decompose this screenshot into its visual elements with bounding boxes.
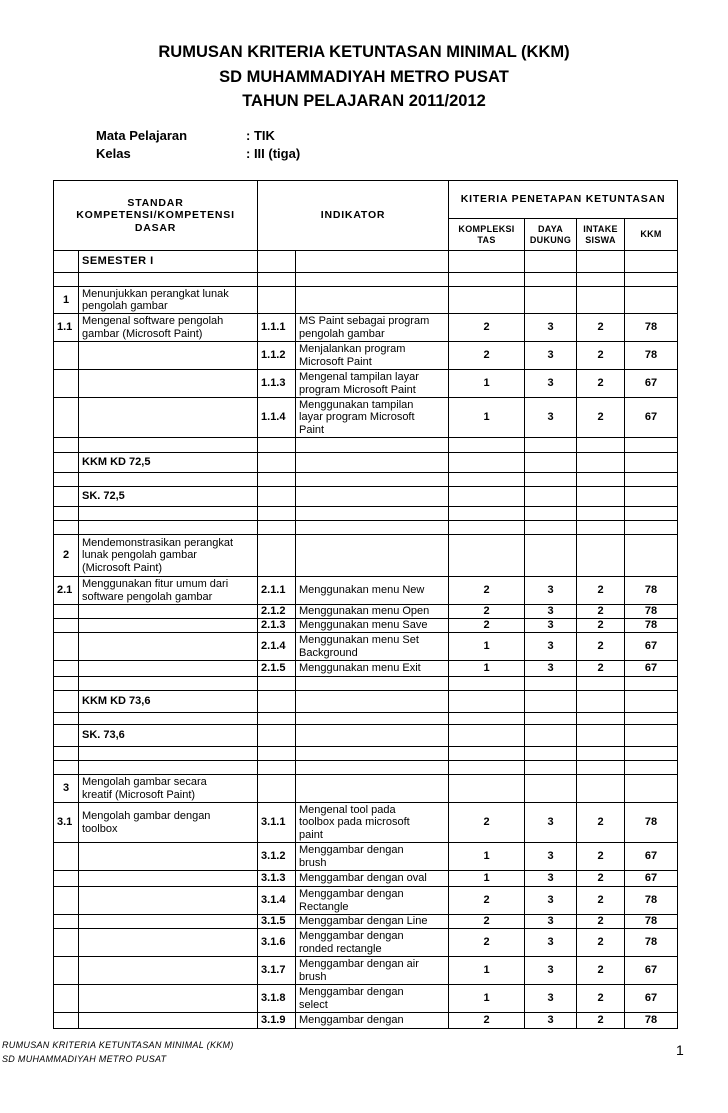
intake-value: 2 <box>577 605 625 619</box>
sk-number: 1 <box>54 287 79 314</box>
doc-title-line2: SD MUHAMMADIYAH METRO PUSAT <box>219 68 509 86</box>
daya-dukung-value: 3 <box>525 843 577 871</box>
kd-number: 1.1 <box>54 314 79 342</box>
indicator-text: Menggunakan menu Set Background <box>296 633 449 661</box>
indicator-text: Menggambar dengan Line <box>296 915 449 929</box>
kkm-value: 78 <box>625 342 678 370</box>
class-value: : III (tiga) <box>246 146 301 161</box>
intake-value: 2 <box>577 633 625 661</box>
kompleksitas-value: 1 <box>449 633 525 661</box>
intake-value: 2 <box>577 1013 625 1029</box>
intake-value: 2 <box>577 342 625 370</box>
footer-line1: RUMUSAN KRITERIA KETUNTASAN MINIMAL (KKM) <box>2 1040 234 1050</box>
table-row <box>54 803 678 843</box>
daya-dukung-value: 3 <box>525 633 577 661</box>
intake-value: 2 <box>577 887 625 915</box>
kd-text: Menggunakan fitur umum dari software pengolah gambar <box>79 577 258 605</box>
indicator-text: Menggambar dengan air brush <box>296 957 449 985</box>
table-row <box>54 661 678 677</box>
kompleksitas-value: 1 <box>449 398 525 438</box>
kkm-value: 78 <box>625 619 678 633</box>
sk-score: SK. 72,5 <box>79 487 258 507</box>
daya-dukung-value: 3 <box>525 871 577 887</box>
kkm-kd-summary: KKM KD 73,6 <box>79 691 258 713</box>
indicator-code: 2.1.4 <box>258 633 296 661</box>
kkm-value: 67 <box>625 843 678 871</box>
kompleksitas-value: 2 <box>449 605 525 619</box>
kkm-value: 67 <box>625 398 678 438</box>
table-row <box>54 370 678 398</box>
indicator-text: Menggunakan menu New <box>296 577 449 605</box>
kkm-value: 67 <box>625 370 678 398</box>
table-row <box>54 843 678 871</box>
kkm-value: 67 <box>625 957 678 985</box>
daya-dukung-value: 3 <box>525 929 577 957</box>
kompleksitas-value: 1 <box>449 370 525 398</box>
indicator-code: 3.1.3 <box>258 871 296 887</box>
indicator-code: 2.1.3 <box>258 619 296 633</box>
kd-number: 3.1 <box>54 803 79 843</box>
indicator-text: Menggambar dengan oval <box>296 871 449 887</box>
indicator-text: Menggunakan menu Save <box>296 619 449 633</box>
indicator-code: 3.1.9 <box>258 1013 296 1029</box>
indicator-code: 3.1.1 <box>258 803 296 843</box>
kkm-table <box>53 180 678 1029</box>
kompleksitas-value: 2 <box>449 1013 525 1029</box>
indicator-code: 1.1.1 <box>258 314 296 342</box>
header-intake-siswa: INTAKE SISWA <box>577 219 625 251</box>
table-row <box>54 871 678 887</box>
kompleksitas-value: 2 <box>449 342 525 370</box>
table-row <box>54 775 678 803</box>
kompleksitas-value: 1 <box>449 843 525 871</box>
indicator-text: Menggambar dengan <box>296 1013 449 1029</box>
kompleksitas-value: 2 <box>449 577 525 605</box>
indicator-text: Menggunakan menu Open <box>296 605 449 619</box>
indicator-code: 2.1.2 <box>258 605 296 619</box>
indicator-text: Menggunakan menu Exit <box>296 661 449 677</box>
indicator-code: 2.1.1 <box>258 577 296 605</box>
intake-value: 2 <box>577 803 625 843</box>
indicator-text: Menggambar dengan ronded rectangle <box>296 929 449 957</box>
kkm-value: 78 <box>625 887 678 915</box>
intake-value: 2 <box>577 871 625 887</box>
table-row <box>54 915 678 929</box>
intake-value: 2 <box>577 929 625 957</box>
kompleksitas-value: 2 <box>449 887 525 915</box>
intake-value: 2 <box>577 619 625 633</box>
intake-value: 2 <box>577 314 625 342</box>
daya-dukung-value: 3 <box>525 985 577 1013</box>
table-row <box>54 535 678 577</box>
daya-dukung-value: 3 <box>525 915 577 929</box>
indicator-code: 1.1.4 <box>258 398 296 438</box>
daya-dukung-value: 3 <box>525 314 577 342</box>
table-row <box>54 929 678 957</box>
indicator-code: 3.1.4 <box>258 887 296 915</box>
sk-text: Mendemonstrasikan perangkat lunak pengolah gambar (Microsoft Paint) <box>79 535 258 577</box>
kkm-value: 67 <box>625 633 678 661</box>
sk-score: SK. 73,6 <box>79 725 258 747</box>
intake-value: 2 <box>577 661 625 677</box>
kkm-value: 67 <box>625 871 678 887</box>
daya-dukung-value: 3 <box>525 342 577 370</box>
indicator-code: 1.1.2 <box>258 342 296 370</box>
intake-value: 2 <box>577 985 625 1013</box>
indicator-code: 1.1.3 <box>258 370 296 398</box>
kkm-value: 67 <box>625 985 678 1013</box>
kompleksitas-value: 2 <box>449 619 525 633</box>
header-indikator: INDIKATOR <box>258 181 449 251</box>
table-row <box>54 398 678 438</box>
subject-value: : TIK <box>246 128 275 143</box>
daya-dukung-value: 3 <box>525 619 577 633</box>
daya-dukung-value: 3 <box>525 398 577 438</box>
header-kompleksitas: KOMPLEKSI TAS <box>449 219 525 251</box>
daya-dukung-value: 3 <box>525 605 577 619</box>
intake-value: 2 <box>577 915 625 929</box>
indicator-code: 3.1.8 <box>258 985 296 1013</box>
kd-number: 2.1 <box>54 577 79 605</box>
indicator-code: 3.1.2 <box>258 843 296 871</box>
indicator-code: 3.1.6 <box>258 929 296 957</box>
indicator-text: MS Paint sebagai program pengolah gambar <box>296 314 449 342</box>
indicator-text: Menggunakan tampilan layar program Microsoft Paint <box>296 398 449 438</box>
daya-dukung-value: 3 <box>525 803 577 843</box>
indicator-text: Mengenal tampilan layar program Microsoft Paint <box>296 370 449 398</box>
intake-value: 2 <box>577 370 625 398</box>
table-row <box>54 957 678 985</box>
header-sk-kd: STANDAR KOMPETENSI/KOMPETENSI DASAR <box>54 181 258 251</box>
kkm-value: 78 <box>625 929 678 957</box>
kompleksitas-value: 2 <box>449 929 525 957</box>
indicator-text: Menggambar dengan brush <box>296 843 449 871</box>
table-row <box>54 985 678 1013</box>
indicator-code: 3.1.5 <box>258 915 296 929</box>
daya-dukung-value: 3 <box>525 370 577 398</box>
table-row <box>54 287 678 314</box>
semester-label: SEMESTER I <box>79 251 258 273</box>
header-daya-dukung: DAYA DUKUNG <box>525 219 577 251</box>
kkm-value: 78 <box>625 1013 678 1029</box>
intake-value: 2 <box>577 577 625 605</box>
table-row <box>54 605 678 619</box>
daya-dukung-value: 3 <box>525 661 577 677</box>
subject-label: Mata Pelajaran <box>96 128 188 143</box>
doc-title-line1: RUMUSAN KRITERIA KETUNTASAN MINIMAL (KKM) <box>158 43 570 61</box>
sk-text: Mengolah gambar secara kreatif (Microsoft Paint) <box>79 775 258 803</box>
indicator-text: Menggambar dengan Rectangle <box>296 887 449 915</box>
kompleksitas-value: 1 <box>449 985 525 1013</box>
kompleksitas-value: 1 <box>449 957 525 985</box>
indicator-text: Mengenal tool pada toolbox pada microsoft paint <box>296 803 449 843</box>
kkm-value: 78 <box>625 577 678 605</box>
kkm-value: 78 <box>625 915 678 929</box>
sk-text: Menunjukkan perangkat lunak pengolah gambar <box>79 287 258 314</box>
indicator-code: 3.1.7 <box>258 957 296 985</box>
header-kkm: KKM <box>625 219 678 251</box>
class-label: Kelas <box>96 146 131 161</box>
kompleksitas-value: 1 <box>449 871 525 887</box>
indicator-code: 2.1.5 <box>258 661 296 677</box>
kkm-value: 78 <box>625 314 678 342</box>
kkm-value: 78 <box>625 605 678 619</box>
intake-value: 2 <box>577 843 625 871</box>
table-row <box>54 887 678 915</box>
header-kriteria: KITERIA PENETAPAN KETUNTASAN <box>449 181 678 219</box>
indicator-text: Menjalankan program Microsoft Paint <box>296 342 449 370</box>
kkm-kd-summary: KKM KD 72,5 <box>79 453 258 473</box>
kompleksitas-value: 2 <box>449 314 525 342</box>
table-row <box>54 619 678 633</box>
table-row <box>54 577 678 605</box>
table-row <box>54 314 678 342</box>
sk-number: 3 <box>54 775 79 803</box>
kkm-value: 78 <box>625 803 678 843</box>
intake-value: 2 <box>577 957 625 985</box>
intake-value: 2 <box>577 398 625 438</box>
daya-dukung-value: 3 <box>525 577 577 605</box>
sk-number: 2 <box>54 535 79 577</box>
kompleksitas-value: 1 <box>449 661 525 677</box>
table-row <box>54 342 678 370</box>
daya-dukung-value: 3 <box>525 887 577 915</box>
indicator-text: Menggambar dengan select <box>296 985 449 1013</box>
doc-title-line3: TAHUN PELAJARAN 2011/2012 <box>242 92 486 110</box>
kd-text: Mengolah gambar dengan toolbox <box>79 803 258 843</box>
daya-dukung-value: 3 <box>525 957 577 985</box>
kompleksitas-value: 2 <box>449 803 525 843</box>
daya-dukung-value: 3 <box>525 1013 577 1029</box>
kd-text: Mengenal software pengolah gambar (Microsoft Paint) <box>79 314 258 342</box>
page-number: 1 <box>676 1042 684 1058</box>
table-row <box>54 633 678 661</box>
kkm-value: 67 <box>625 661 678 677</box>
kompleksitas-value: 2 <box>449 915 525 929</box>
footer-line2: SD MUHAMMADIYAH METRO PUSAT <box>2 1054 167 1064</box>
table-row <box>54 1013 678 1029</box>
